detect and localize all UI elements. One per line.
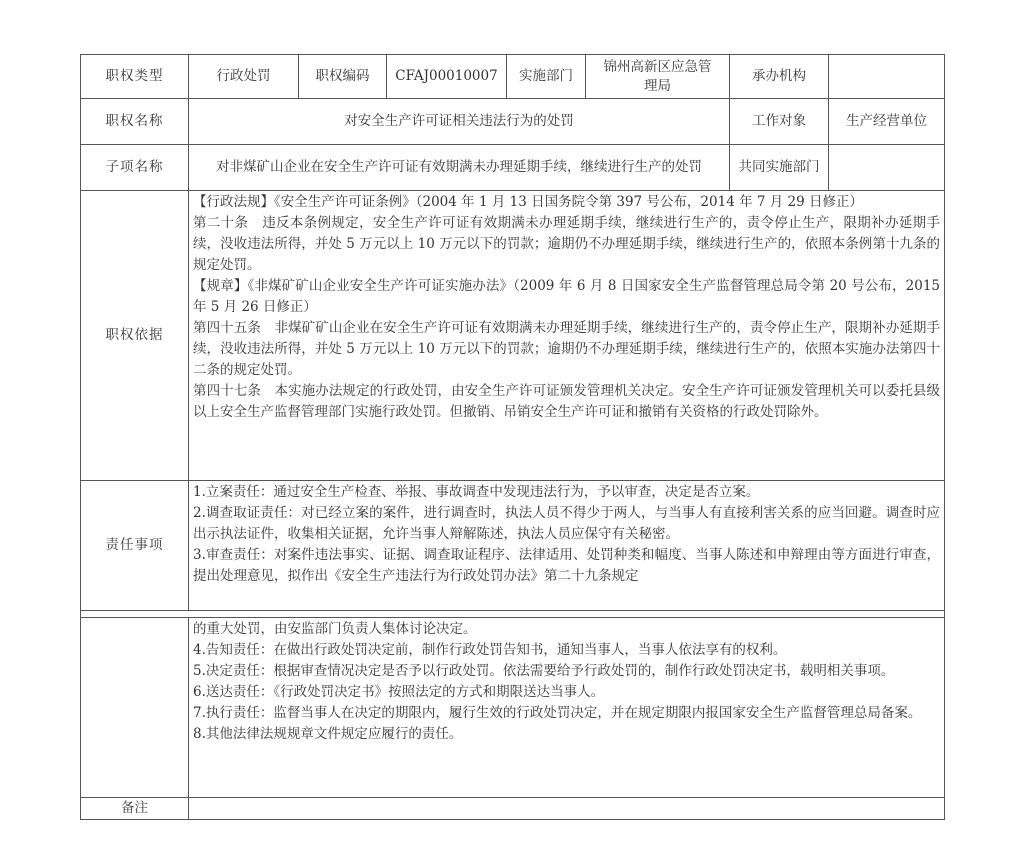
name-row	[81, 99, 945, 145]
duty-label-blank	[81, 618, 189, 798]
name-label: 职权名称	[81, 99, 189, 145]
org-label: 承办机构	[730, 55, 829, 99]
duty-content-1	[189, 481, 945, 611]
duty-item: 2.调查取证责任：对已经立案的案件，进行调查时，执法人员不得少于两人，与当事人有直接利害关系的应当回避。调查时应出示执法证件，收集相关证据，允许当事人辩解陈述，执法人员应保守有关秘密。	[193, 505, 940, 542]
remark-row	[81, 798, 945, 820]
duty-item: 的重大处罚，由安监部门负责人集体讨论决定。	[193, 621, 477, 637]
authority-table	[80, 54, 945, 820]
duty-row-continued	[81, 618, 945, 798]
duty-item: 7.执行责任：监督当事人在决定的期限内，履行生效的行政处罚决定，并在规定期限内报国家安全生产监督管理总局备案。	[193, 705, 922, 721]
target-label: 工作对象	[730, 99, 829, 145]
remark-value	[189, 798, 945, 820]
type-value: 行政处罚	[189, 55, 299, 99]
page-gap-row	[81, 611, 945, 618]
basis-label: 职权依据	[81, 191, 189, 481]
header-row	[81, 55, 945, 99]
name-value: 对安全生产许可证相关违法行为的处罚	[189, 99, 730, 145]
basis-para: 第四十五条 非煤矿矿山企业在安全生产许可证有效期满未办理延期手续，继续进行生产的，责令停止生产，限期补办延期手续，没收违法所得，并处 5 万元以上 10 万元以下的罚款；逾期仍不办理延期手续，继续进行生产的，依照本实施办法第四十二条的规定处罚。	[193, 320, 940, 378]
basis-row	[81, 191, 945, 481]
target-value: 生产经营单位	[829, 99, 945, 145]
type-label: 职权类型	[81, 55, 189, 99]
duty-item: 6.送达责任：《行政处罚决定书》按照法定的方式和期限送达当事人。	[193, 684, 605, 700]
duty-item: 4.告知责任：在做出行政处罚决定前，制作行政处罚告知书，通知当事人，当事人依法享有的权利。	[193, 642, 787, 658]
sub-row	[81, 145, 945, 191]
basis-para: 第二十条 违反本条例规定，安全生产许可证有效期满未办理延期手续，继续进行生产的，责令停止生产，限期补办延期手续，没收违法所得，并处 5 万元以上 10 万元以下的罚款；逾期仍不办理延期手续，继续进行生产的，依照本条例第十九条的规定处罚。	[193, 215, 940, 273]
joint-value	[829, 145, 945, 191]
duty-content-2	[189, 618, 945, 798]
basis-para: 第四十七条 本实施办法规定的行政处罚，由安全生产许可证颁发管理机关决定。安全生产许可证颁发管理机关可以委托县级以上安全生产监督管理部门实施行政处罚。但撤销、吊销安全生产许可证和撤销有关资格的行政处罚除外。	[193, 383, 940, 420]
sub-label: 子项名称	[81, 145, 189, 191]
org-value	[829, 55, 945, 99]
duty-item: 3.审查责任：对案件违法事实、证据、调查取证程序、法律适用、处罚种类和幅度、当事人陈述和申辩理由等方面进行审查，提出处理意见，拟作出《安全生产违法行为行政处罚办法》第二十九条规定	[193, 547, 940, 584]
remark-label: 备注	[81, 798, 189, 820]
duty-item: 5.决定责任：根据审查情况决定是否予以行政处罚。依法需要给予行政处罚的，制作行政处罚决定书，载明相关事项。	[193, 663, 895, 679]
authority-sheet	[80, 54, 944, 820]
basis-para: 【规章】《非煤矿矿山企业安全生产许可证实施办法》（2009 年 6 月 8 日国家安全生产监督管理总局令第 20 号公布，2015 年 5 月 26 日修正）	[193, 278, 940, 315]
dept-label: 实施部门	[507, 55, 586, 99]
code-value: CFAJ00010007	[387, 55, 507, 99]
joint-label: 共同实施部门	[730, 145, 829, 191]
duty-item: 1.立案责任：通过安全生产检查、举报、事故调查中发现违法行为，予以审查，决定是否立案。	[193, 484, 760, 500]
duty-label: 责任事项	[81, 481, 189, 611]
code-label: 职权编码	[299, 55, 387, 99]
dept-value: 锦州高新区应急管理局	[586, 55, 730, 99]
duty-row	[81, 481, 945, 611]
duty-item: 8.其他法律法规规章文件规定应履行的责任。	[193, 726, 463, 742]
basis-content	[189, 191, 945, 481]
sub-value: 对非煤矿山企业在安全生产许可证有效期满未办理延期手续，继续进行生产的处罚	[189, 145, 730, 191]
basis-para: 【行政法规】《安全生产许可证条例》（2004 年 1 月 13 日国务院令第 397 号公布，2014 年 7 月 29 日修正）	[193, 194, 864, 210]
page-gap	[81, 611, 945, 618]
